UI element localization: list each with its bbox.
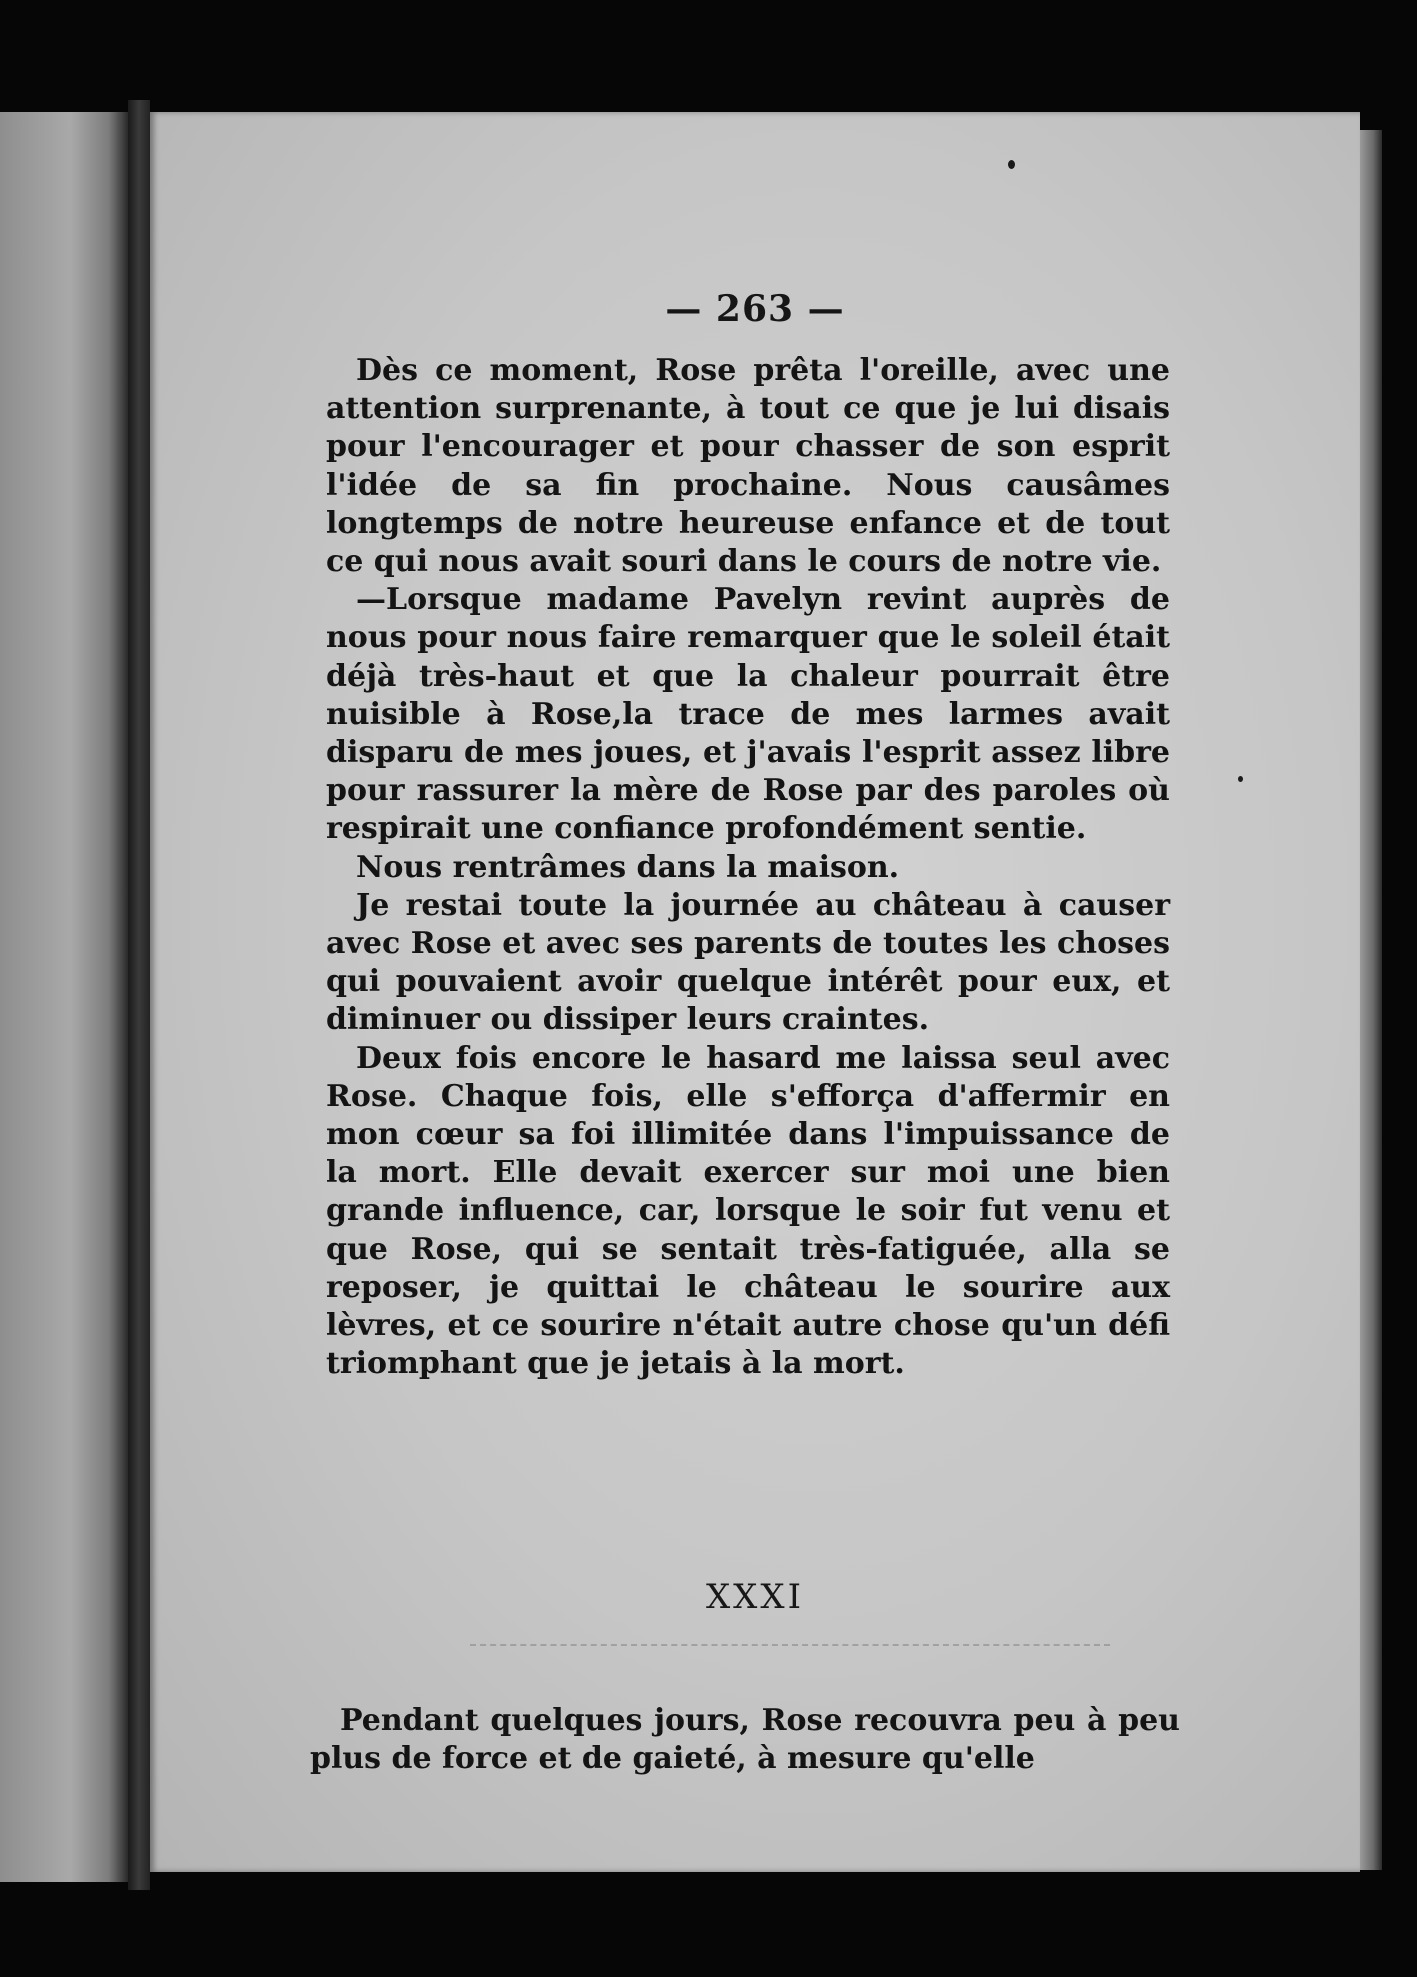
book-page — [150, 112, 1360, 1872]
left-page-edge — [0, 112, 128, 1882]
ink-speck — [1008, 160, 1015, 169]
ink-speck — [1238, 776, 1243, 782]
page-text — [326, 352, 1170, 1383]
page-number: — 263 — — [665, 288, 845, 330]
chapter-text — [310, 1702, 1180, 1778]
book-gutter — [128, 100, 150, 1890]
chapter-heading: XXXI — [705, 1577, 805, 1617]
paragraph: Deux fois encore le hasard me laissa seul avec Rose. Chaque fois, elle s'efforça d'affermir en mon cœur sa foi illimitée dans l'impuissance de la mort. Elle devait exercer sur moi une bien grande influence, car, lorsque le soir fut venu et que Rose, qui se sentait très-fatiguée, alla se reposer, je quittai le château le sourire aux lèvres, et ce sourire n'était autre chose qu'un défi triomphant que je jetais à la mort. — [326, 1040, 1170, 1382]
paragraph: Nous rentrâmes dans la maison. — [356, 849, 900, 885]
paragraph: —Lorsque madame Pavelyn revint auprès de nous pour nous faire remarquer que le soleil était déjà très-haut et que la chaleur pourrait être nuisible à Rose,la trace de mes larmes avait disparu de mes joues, et j'avais l'esprit assez libre pour rassurer la mère de Rose par des paroles où respirait une confiance profondément sentie. — [326, 582, 1170, 847]
paragraph: Dès ce moment, Rose prêta l'oreille, avec une attention surprenante, à tout ce que je lui disais pour l'encourager et pour chasser de son esprit l'idée de sa fin prochaine. Nous causâmes longtemps de notre heureuse enfance et de tout ce qui nous avait souri dans le cours de notre vie. — [326, 353, 1170, 580]
paragraph: Je restai toute la journée au château à causer avec Rose et avec ses parents de toutes les choses qui pouvaient avoir quelque intérêt pour eux, et diminuer ou dissiper leurs craintes. — [326, 887, 1170, 1038]
chapter-divider — [470, 1644, 1110, 1646]
right-page-stack-edge — [1360, 130, 1382, 1870]
paragraph: Pendant quelques jours, Rose recouvra peu à peu plus de force et de gaieté, à mesure qu'elle — [310, 1703, 1180, 1777]
